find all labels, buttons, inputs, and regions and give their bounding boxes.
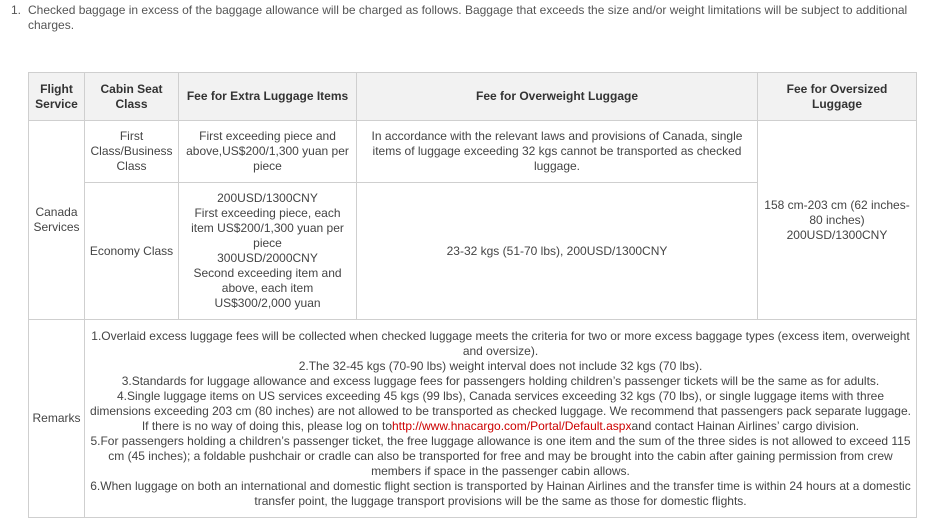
economy-overweight-cell: 23-32 kgs (51-70 lbs), 200USD/1300CNY bbox=[357, 183, 758, 320]
economy-extra-line: First exceeding piece, each item US$200/1,300 yuan per piece bbox=[191, 206, 344, 250]
intro-text: Checked baggage in excess of the baggage allowance will be charged as follows. Baggage that exceeds the size and/or weight limitations will be subject to additional charges. bbox=[28, 3, 908, 32]
first-class-cabin-cell: First Class/Business Class bbox=[85, 121, 179, 183]
remark-item: 2.The 32-45 kgs (70-90 lbs) weight interval does not include 32 kgs (70 lbs). bbox=[298, 358, 703, 373]
remark-item: 5.For passengers holding a children’s passenger ticket, the free luggage allowance is one item and the sum of the three sides is not allowed to exceed 115 cm (45 inches); a foldable pushchair or cradle can also be transported for free and may be brought into the cabin after gaining permission from crew members if space in the passenger cabin allows. bbox=[90, 433, 911, 478]
first-class-overweight-cell: In accordance with the relevant laws and provisions of Canada, single items of luggage exceeding 32 kgs cannot be transported as checked luggage. bbox=[357, 121, 758, 183]
cargo-portal-link[interactable]: http://www.hnacargo.com/Portal/Default.aspx bbox=[392, 418, 632, 433]
table-header-row bbox=[29, 73, 917, 121]
oversized-fee-cell bbox=[758, 121, 917, 320]
table-row bbox=[29, 121, 917, 183]
oversized-fee: 200USD/1300CNY bbox=[786, 227, 888, 242]
service-cell: Canada Services bbox=[29, 121, 85, 320]
header-fee-extra: Fee for Extra Luggage Items bbox=[179, 73, 357, 121]
intro-number: 1. bbox=[11, 3, 22, 17]
economy-cabin-cell: Economy Class bbox=[85, 183, 179, 320]
header-cabin-seat-class: Cabin Seat Class bbox=[85, 73, 179, 121]
economy-extra-fee-cell bbox=[179, 183, 357, 320]
header-flight-service: Flight Service bbox=[29, 73, 85, 121]
oversized-size-range: 158 cm-203 cm (62 inches-80 inches) bbox=[764, 197, 910, 227]
economy-extra-line: Second exceeding item and above, each item US$300/2,000 yuan bbox=[193, 266, 342, 310]
first-class-extra-fee-cell: First exceeding piece and above,US$200/1,300 yuan per piece bbox=[179, 121, 357, 183]
remarks-label: Remarks bbox=[29, 320, 85, 518]
remarks-row bbox=[29, 320, 917, 518]
remark-item: 6.When luggage on both an international and domestic flight section is transported by Hainan Airlines and the transfer time is within 24 hours at a domestic transfer point, the luggage transport provisions will be the same as those for domestic flights. bbox=[90, 478, 911, 508]
remark-item: 3.Standards for luggage allowance and excess luggage fees for passengers holding children’s passenger tickets will be the same as for adults. bbox=[121, 373, 880, 388]
baggage-fee-table bbox=[28, 72, 917, 518]
remark-4-text-end: and contact Hainan Airlines’ cargo division. bbox=[631, 418, 860, 433]
remark-item-4 bbox=[88, 389, 913, 434]
intro-paragraph bbox=[11, 3, 911, 33]
header-fee-oversized: Fee for Oversized Luggage bbox=[758, 73, 917, 121]
remark-item: 1.Overlaid excess luggage fees will be collected when checked luggage meets the criteria for two or more excess baggage types (excess item, overweight and oversize). bbox=[91, 328, 910, 358]
header-fee-overweight: Fee for Overweight Luggage bbox=[357, 73, 758, 121]
economy-extra-line: 200USD/1300CNY bbox=[217, 191, 318, 205]
economy-extra-line: 300USD/2000CNY bbox=[217, 251, 318, 265]
remarks-content bbox=[85, 320, 917, 518]
remark-4-text: 4.Single luggage items on US services exceeding 45 kgs (99 lbs), Canada services exceeding 32 kgs (70 lbs), or single luggage items with three dimensions exceeding 203 cm (80 inches) are not allowed to be transported as checked luggage. We recommend that passengers pack separate luggage. If there is no way of doing this, please log on to bbox=[90, 388, 911, 433]
